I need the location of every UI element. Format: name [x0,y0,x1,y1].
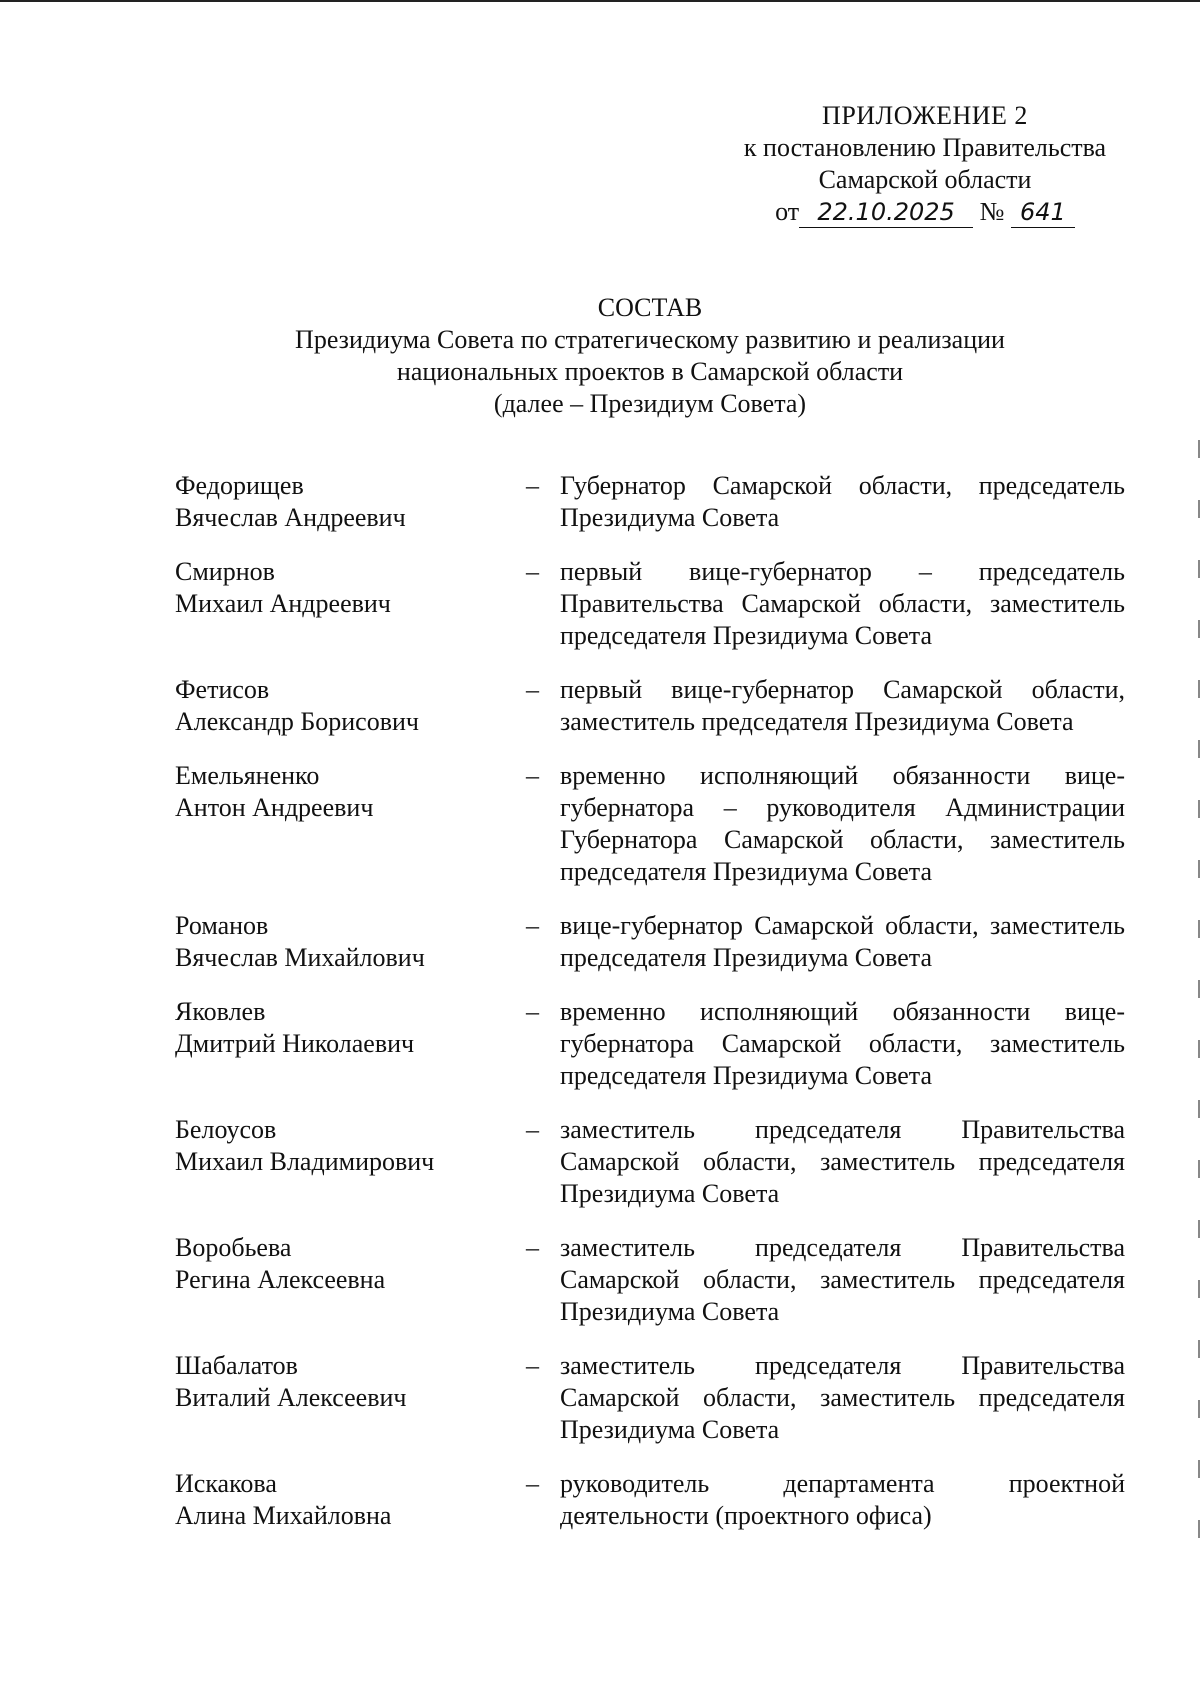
member-given-names: Михаил Андреевич [175,589,391,618]
member-name [175,1232,505,1328]
member-row [175,1468,1125,1532]
member-name [175,996,505,1092]
heading-line-2: национальных проектов в Самарской области [396,357,904,386]
number-label: № [979,197,1005,226]
member-dash: – [526,997,539,1026]
member-name [175,470,505,534]
member-given-names: Регина Алексеевна [175,1265,386,1294]
member-role: заместитель председателя Правительства Самарской области, заместитель председателя Президиума Совета [560,1233,1125,1326]
member-name [175,1350,505,1446]
member-given-names: Вячеслав Андреевич [175,503,406,532]
member-dash: – [526,1115,539,1144]
member-role: руководитель департамента проектной деятельности (проектного офиса) [560,1469,1125,1530]
member-surname: Емельяненко [175,761,320,790]
heading-line-3: (далее – Президиум Совета) [493,389,807,418]
handwritten-number: 641 [1011,197,1075,228]
heading-title: СОСТАВ [597,293,703,322]
appendix-date-line [700,196,1150,228]
appendix-block [700,100,1150,228]
member-row [175,556,1125,652]
member-role: первый вице-губернатор – председатель Правительства Самарской области, заместитель председателя Президиума Совета [560,557,1125,650]
member-dash: – [526,471,539,500]
member-given-names: Михаил Владимирович [175,1147,435,1176]
member-given-names: Александр Борисович [175,707,419,736]
member-name [175,760,505,888]
member-row [175,470,1125,534]
member-role: заместитель председателя Правительства Самарской области, заместитель председателя Президиума Совета [560,1115,1125,1208]
member-given-names: Антон Андреевич [175,793,374,822]
member-row [175,996,1125,1092]
member-dash: – [526,911,539,940]
member-name [175,556,505,652]
member-given-names: Дмитрий Николаевич [175,1029,415,1058]
member-role: временно исполняющий обязанности вице-губернатора – руководителя Администрации Губернатора Самарской области, заместитель председателя Президиума Совета [560,761,1125,886]
appendix-region: Самарской области [818,165,1032,194]
document-heading [200,292,1100,420]
member-dash: – [526,761,539,790]
member-role: первый вице-губернатор Самарской области, заместитель председателя Президиума Совета [560,675,1125,736]
member-row [175,1350,1125,1446]
member-row [175,674,1125,738]
member-role: заместитель председателя Правительства Самарской области, заместитель председателя Президиума Совета [560,1351,1125,1444]
member-name [175,910,505,974]
member-dash: – [526,1233,539,1262]
member-surname: Яковлев [175,997,266,1026]
member-role: временно исполняющий обязанности вице-губернатора Самарской области, заместитель председателя Президиума Совета [560,997,1125,1090]
member-dash: – [526,675,539,704]
member-surname: Воробьева [175,1233,292,1262]
appendix-title: ПРИЛОЖЕНИЕ 2 [822,101,1028,130]
member-surname: Смирнов [175,557,275,586]
member-row [175,1232,1125,1328]
member-dash: – [526,1469,539,1498]
member-role: вице-губернатор Самарской области, заместитель председателя Президиума Совета [560,911,1125,972]
member-row [175,1114,1125,1210]
member-name [175,674,505,738]
from-label: от [775,197,800,226]
member-name [175,1468,505,1532]
members-list [175,470,1125,1554]
member-given-names: Алина Михайловна [175,1501,392,1530]
member-surname: Романов [175,911,269,940]
top-border-line [0,0,1200,2]
member-surname: Искакова [175,1469,277,1498]
appendix-reference: к постановлению Правительства [743,133,1107,162]
member-given-names: Вячеслав Михайлович [175,943,425,972]
member-role: Губернатор Самарской области, председатель Президиума Совета [560,471,1125,532]
handwritten-date: 22.10.2025 [799,197,973,228]
member-surname: Фетисов [175,675,270,704]
member-row [175,910,1125,974]
member-name [175,1114,505,1210]
heading-line-1: Президиума Совета по стратегическому развитию и реализации [295,325,1005,354]
member-surname: Белоусов [175,1115,277,1144]
member-row [175,760,1125,888]
member-surname: Федорищев [175,471,304,500]
member-surname: Шабалатов [175,1351,298,1380]
member-given-names: Виталий Алексеевич [175,1383,407,1412]
member-dash: – [526,1351,539,1380]
member-dash: – [526,557,539,586]
